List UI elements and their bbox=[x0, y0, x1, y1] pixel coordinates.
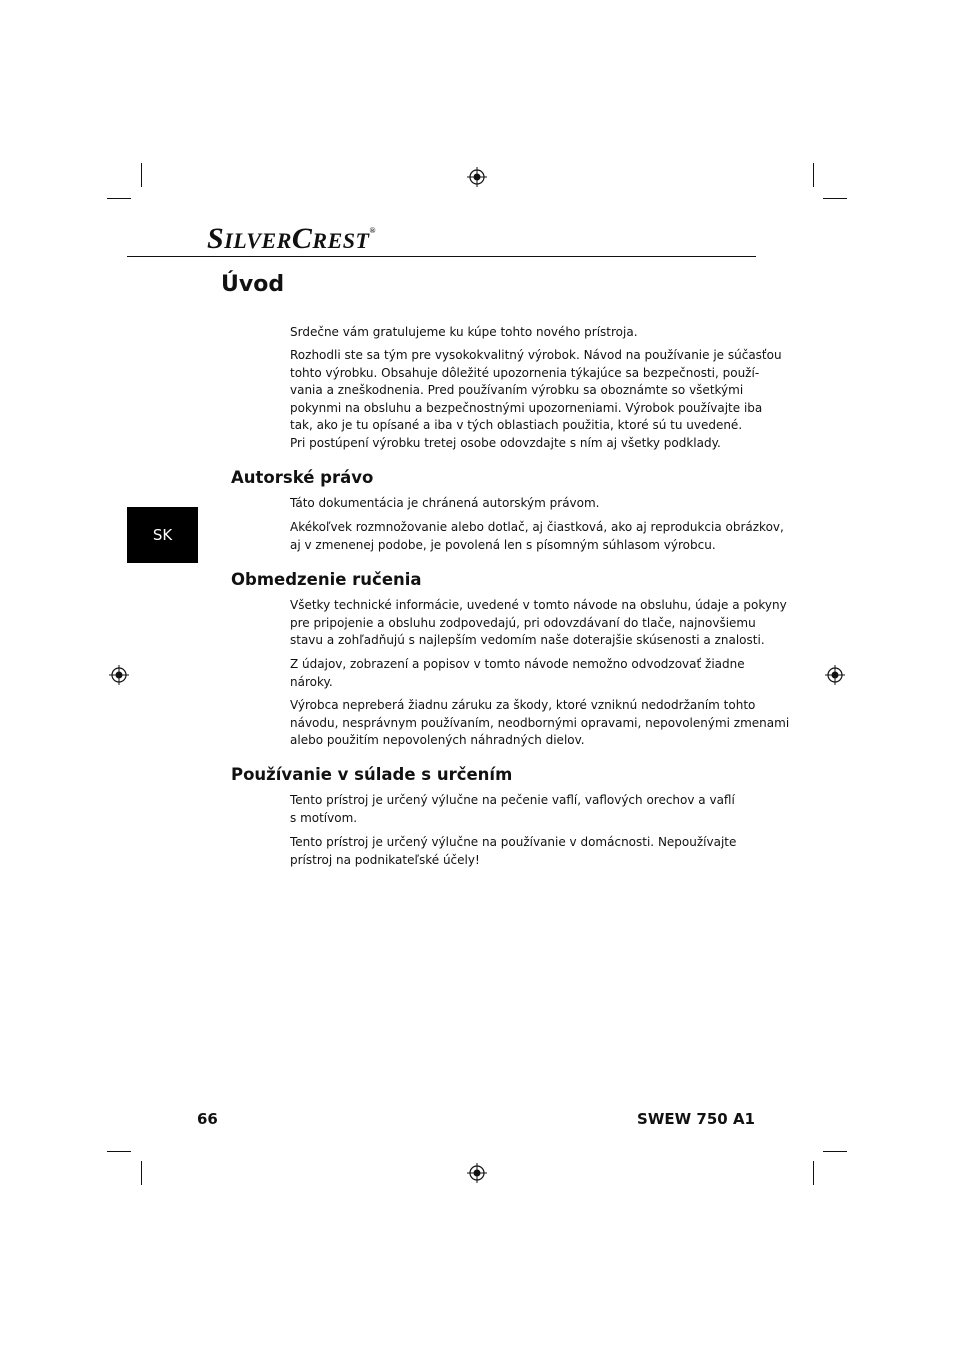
paragraph: Táto dokumentácia je chránená autorským právom. bbox=[290, 496, 600, 510]
paragraph: Srdečne vám gratulujeme ku kúpe tohto nového prístroja. bbox=[290, 325, 638, 339]
section-heading-copyright: Autorské právo bbox=[231, 468, 374, 487]
page-title: Úvod bbox=[221, 272, 285, 297]
header-rule bbox=[127, 256, 756, 257]
paragraph: Výrobca nepreberá žiadnu záruku za škody, ktoré vzniknú nedodržaním tohto návodu, nesprávnym používaním, neodbornými opravami, nepovolenými zmenami alebo použitím nepovolených náhradných dielov. bbox=[290, 698, 790, 748]
crop-mark bbox=[107, 198, 131, 199]
registration-mark-icon bbox=[467, 167, 487, 187]
model-number: SWEW 750 A1 bbox=[637, 1110, 755, 1128]
paragraph: Tento prístroj je určený výlučne na pečenie vaflí, vaflových orechov a vaflí s motívom. bbox=[290, 793, 735, 825]
crop-mark bbox=[823, 198, 847, 199]
crop-mark bbox=[813, 163, 814, 187]
crop-mark bbox=[141, 163, 142, 187]
registration-mark-icon bbox=[825, 665, 845, 685]
registration-mark-icon bbox=[467, 1163, 487, 1183]
registration-mark-icon bbox=[109, 665, 129, 685]
page-number: 66 bbox=[197, 1110, 218, 1128]
paragraph: Tento prístroj je určený výlučne na používanie v domácnosti. Nepoužívajte prístroj na podnikateľské účely! bbox=[290, 835, 737, 867]
crop-mark bbox=[813, 1161, 814, 1185]
language-tab: SK bbox=[127, 507, 198, 563]
crop-mark bbox=[823, 1151, 847, 1152]
paragraph: Akékoľvek rozmnožovanie alebo dotlač, aj čiastková, ako aj reprodukcia obrázkov, aj v zmenenej podobe, je povolená len s písomným súhlasom výrobcu. bbox=[290, 520, 784, 552]
crop-mark bbox=[141, 1161, 142, 1185]
paragraph: Rozhodli ste sa tým pre vysokokvalitný výrobok. Návod na používanie je súčasťou tohto výrobku. Obsahuje dôležité upozornenia týkajúce sa bezpečnosti, použí- vania a zneškodnenia. Pred používaním výrobku sa oboznámte so všetkými pokynmi na obsluhu a bezpečnostnými upozorneniami. Výrobok používajte iba tak, ako je tu opísané a iba v tých oblastiach použitia, ktoré sú tu uvedené. Pri postúpení výrobku tretej osobe odovzdajte s ním aj všetky podklady. bbox=[290, 348, 782, 450]
section-heading-intended-use: Používanie v súlade s určením bbox=[231, 765, 513, 784]
crop-mark bbox=[107, 1151, 131, 1152]
paragraph: Všetky technické informácie, uvedené v tomto návode na obsluhu, údaje a pokyny pre pripojenie a obsluhu zodpovedajú, pri odovzdávaní do tlače, najnovšiemu stavu a zohľadňujú s najlepším vedomím naše doterajšie skúsenosti a znalosti. bbox=[290, 598, 787, 648]
brand-logo: SILVERCREST® bbox=[207, 222, 376, 255]
paragraph: Z údajov, zobrazení a popisov v tomto návode nemožno odvodzovať žiadne nároky. bbox=[290, 657, 745, 689]
section-heading-liability: Obmedzenie ručenia bbox=[231, 570, 422, 589]
